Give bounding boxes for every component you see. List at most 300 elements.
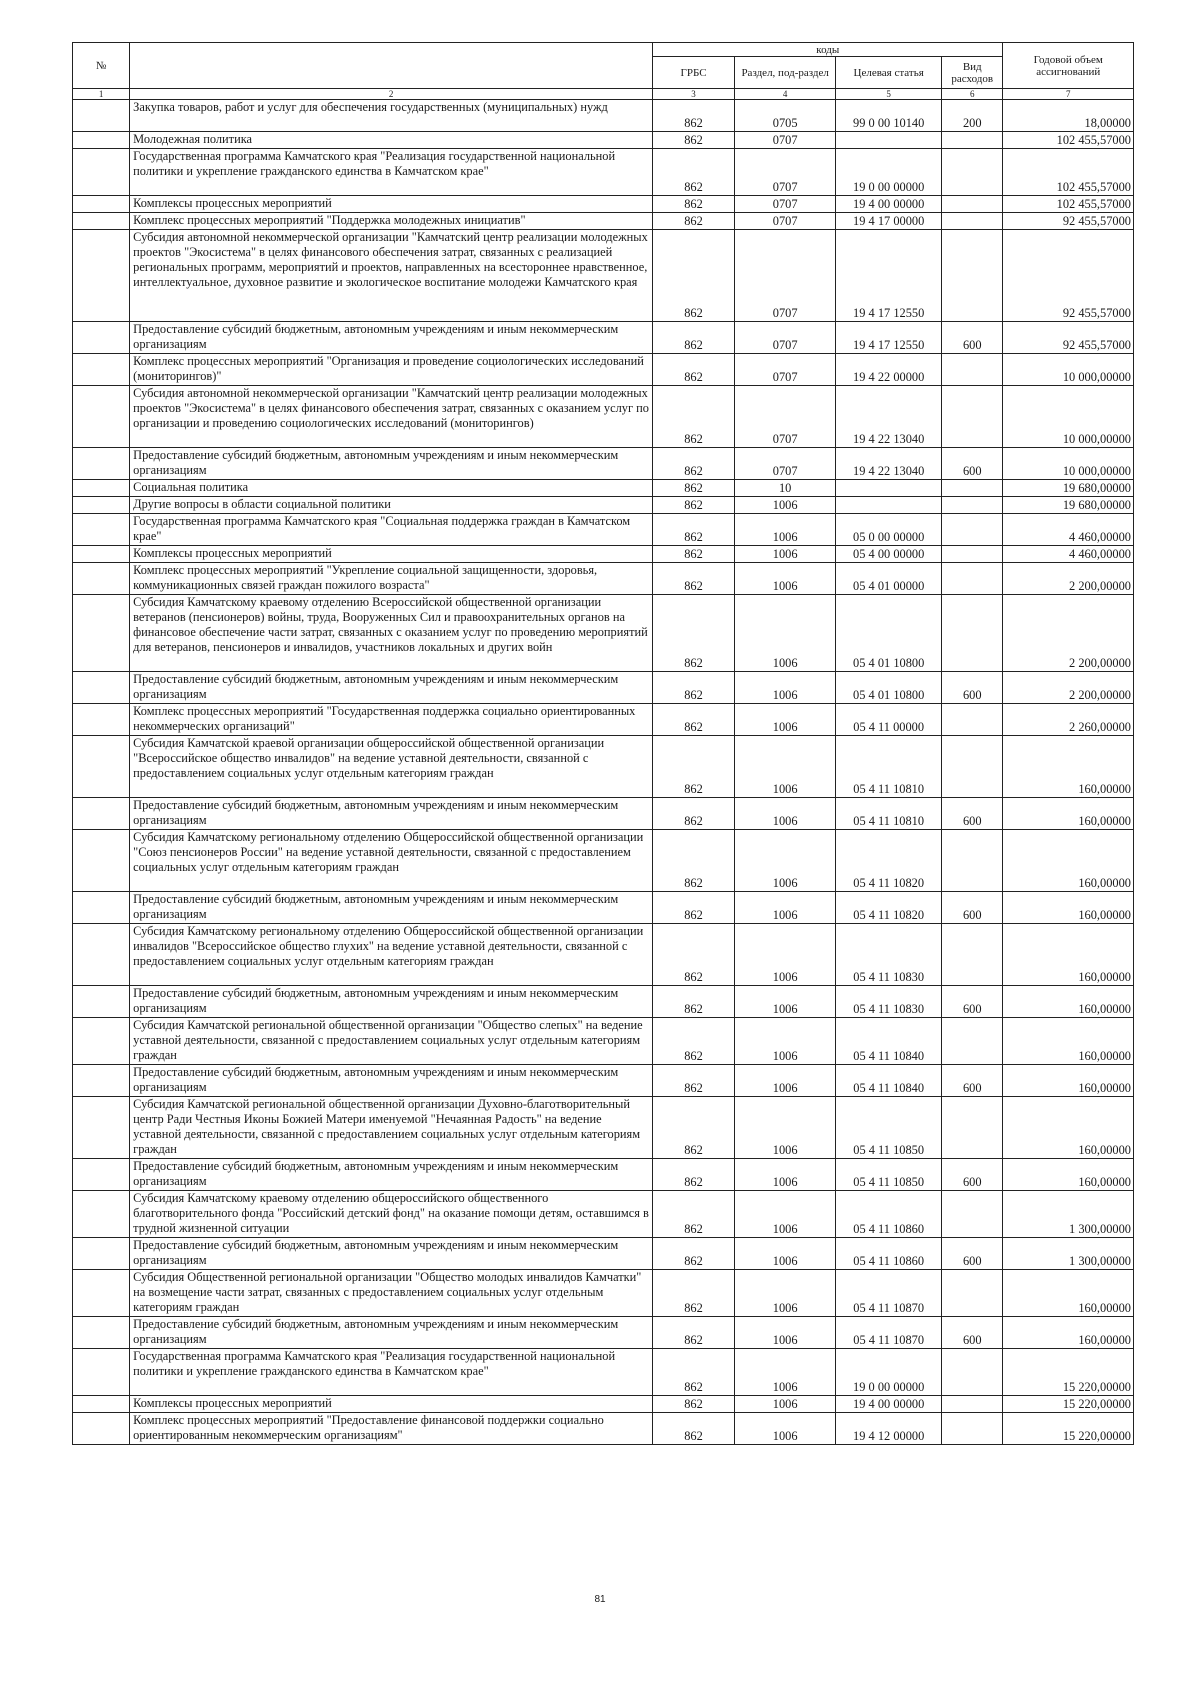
row-name-cell: Субсидия Камчатскому краевому отделению Всероссийской общественной организации ветеранов (пенсионеров) войны, труда, Вооруженных Сил и правоохранительных органов на финансовое обеспечение части затрат, связанных с оказанием услуг по проведению мероприятий для ветеранов, пенсионеров и инвалидов, участников локальных и других войн xyxy=(130,595,653,672)
header-name xyxy=(130,43,653,89)
row-expense-type-cell: 600 xyxy=(942,448,1003,480)
row-expense-type-cell xyxy=(942,149,1003,196)
row-amount-cell: 15 220,00000 xyxy=(1003,1349,1134,1396)
row-number-cell xyxy=(73,704,130,736)
row-target-article-cell: 05 4 11 10870 xyxy=(836,1317,942,1349)
row-grbs-cell: 862 xyxy=(653,546,735,563)
row-target-article-cell: 05 4 11 10840 xyxy=(836,1018,942,1065)
row-target-article-cell xyxy=(836,497,942,514)
table-row xyxy=(73,1097,1134,1159)
row-name-cell: Предоставление субсидий бюджетным, автономным учреждениям и иным некоммерческим организациям xyxy=(130,1317,653,1349)
table-row xyxy=(73,1191,1134,1238)
row-name-cell: Субсидия Камчатской краевой организации общероссийской общественной организации "Всероссийское общество инвалидов" на ведение уставной деятельности, связанной с предоставлением социальных услуг отдельным категориям граждан xyxy=(130,736,653,798)
row-expense-type-cell xyxy=(942,230,1003,322)
table-row xyxy=(73,892,1134,924)
row-name-cell: Комплексы процессных мероприятий xyxy=(130,546,653,563)
row-name-cell: Субсидия автономной некоммерческой организации "Камчатский центр реализации молодежных проектов "Экосистема" в целях финансового обеспечения затрат, связанных с оказанием услуг по организации и проведению социологических исследований (мониторингов) xyxy=(130,386,653,448)
row-target-article-cell: 19 4 17 12550 xyxy=(836,230,942,322)
row-grbs-cell: 862 xyxy=(653,1159,735,1191)
row-amount-cell: 160,00000 xyxy=(1003,798,1134,830)
row-number-cell xyxy=(73,386,130,448)
table-row xyxy=(73,546,1134,563)
row-amount-cell: 19 680,00000 xyxy=(1003,497,1134,514)
row-grbs-cell: 862 xyxy=(653,1018,735,1065)
row-target-article-cell: 19 0 00 00000 xyxy=(836,149,942,196)
row-grbs-cell: 862 xyxy=(653,1396,735,1413)
row-amount-cell: 160,00000 xyxy=(1003,1065,1134,1097)
row-target-article-cell: 05 0 00 00000 xyxy=(836,514,942,546)
row-number-cell xyxy=(73,563,130,595)
row-number-cell xyxy=(73,230,130,322)
row-target-article-cell: 05 4 11 10860 xyxy=(836,1191,942,1238)
table-row xyxy=(73,149,1134,196)
table-body xyxy=(73,100,1134,1445)
row-number-cell xyxy=(73,213,130,230)
row-section-cell: 0705 xyxy=(735,100,836,132)
row-name-cell: Закупка товаров, работ и услуг для обеспечения государственных (муниципальных) нужд xyxy=(130,100,653,132)
table-row xyxy=(73,230,1134,322)
row-name-cell: Предоставление субсидий бюджетным, автономным учреждениям и иным некоммерческим организациям xyxy=(130,1159,653,1191)
row-expense-type-cell: 200 xyxy=(942,100,1003,132)
row-target-article-cell: 05 4 11 10810 xyxy=(836,736,942,798)
row-amount-cell: 102 455,57000 xyxy=(1003,132,1134,149)
row-grbs-cell: 862 xyxy=(653,322,735,354)
row-grbs-cell: 862 xyxy=(653,1317,735,1349)
table-row xyxy=(73,924,1134,986)
row-expense-type-cell xyxy=(942,1270,1003,1317)
table-row xyxy=(73,497,1134,514)
row-amount-cell: 2 200,00000 xyxy=(1003,563,1134,595)
row-grbs-cell: 862 xyxy=(653,149,735,196)
row-grbs-cell: 862 xyxy=(653,892,735,924)
row-expense-type-cell xyxy=(942,480,1003,497)
row-expense-type-cell xyxy=(942,1097,1003,1159)
row-number-cell xyxy=(73,149,130,196)
row-expense-type-cell xyxy=(942,704,1003,736)
column-number: 5 xyxy=(836,89,942,100)
table-row xyxy=(73,213,1134,230)
row-grbs-cell: 862 xyxy=(653,595,735,672)
row-number-cell xyxy=(73,736,130,798)
row-name-cell: Другие вопросы в области социальной политики xyxy=(130,497,653,514)
row-number-cell xyxy=(73,480,130,497)
row-name-cell: Комплекс процессных мероприятий "Укрепление социальной защищенности, здоровья, коммуникационных связей граждан пожилого возраста" xyxy=(130,563,653,595)
header-expense-type: Вид расходов xyxy=(942,57,1003,89)
row-name-cell: Государственная программа Камчатского края "Реализация государственной национальной политики и укрепление гражданского единства в Камчатском крае" xyxy=(130,1349,653,1396)
row-target-article-cell: 05 4 11 10850 xyxy=(836,1159,942,1191)
row-name-cell: Предоставление субсидий бюджетным, автономным учреждениям и иным некоммерческим организациям xyxy=(130,892,653,924)
row-expense-type-cell: 600 xyxy=(942,1238,1003,1270)
row-number-cell xyxy=(73,322,130,354)
row-expense-type-cell xyxy=(942,563,1003,595)
row-target-article-cell: 19 0 00 00000 xyxy=(836,1349,942,1396)
table-header xyxy=(73,43,1134,100)
row-number-cell xyxy=(73,892,130,924)
table-row xyxy=(73,354,1134,386)
row-name-cell: Предоставление субсидий бюджетным, автономным учреждениям и иным некоммерческим организациям xyxy=(130,1065,653,1097)
row-target-article-cell: 19 4 22 00000 xyxy=(836,354,942,386)
budget-table-sheet xyxy=(72,42,1134,1445)
row-section-cell: 1006 xyxy=(735,986,836,1018)
row-target-article-cell: 05 4 11 10830 xyxy=(836,986,942,1018)
row-target-article-cell: 19 4 22 13040 xyxy=(836,386,942,448)
row-target-article-cell: 05 4 11 00000 xyxy=(836,704,942,736)
row-section-cell: 1006 xyxy=(735,830,836,892)
table-row xyxy=(73,798,1134,830)
row-grbs-cell: 862 xyxy=(653,1065,735,1097)
row-section-cell: 1006 xyxy=(735,1018,836,1065)
row-grbs-cell: 862 xyxy=(653,1270,735,1317)
row-amount-cell: 2 200,00000 xyxy=(1003,672,1134,704)
row-grbs-cell: 862 xyxy=(653,830,735,892)
budget-allocation-table xyxy=(72,42,1134,1445)
table-row xyxy=(73,386,1134,448)
row-target-article-cell: 05 4 11 10840 xyxy=(836,1065,942,1097)
row-amount-cell: 160,00000 xyxy=(1003,736,1134,798)
row-section-cell: 0707 xyxy=(735,322,836,354)
row-target-article-cell: 05 4 11 10820 xyxy=(836,830,942,892)
column-number: 2 xyxy=(130,89,653,100)
row-section-cell: 1006 xyxy=(735,1317,836,1349)
row-name-cell: Предоставление субсидий бюджетным, автономным учреждениям и иным некоммерческим организациям xyxy=(130,448,653,480)
row-amount-cell: 10 000,00000 xyxy=(1003,354,1134,386)
row-amount-cell: 160,00000 xyxy=(1003,1097,1134,1159)
row-amount-cell: 160,00000 xyxy=(1003,1317,1134,1349)
row-number-cell xyxy=(73,1097,130,1159)
row-grbs-cell: 862 xyxy=(653,448,735,480)
row-name-cell: Предоставление субсидий бюджетным, автономным учреждениям и иным некоммерческим организациям xyxy=(130,986,653,1018)
row-grbs-cell: 862 xyxy=(653,196,735,213)
row-number-cell xyxy=(73,830,130,892)
row-expense-type-cell xyxy=(942,830,1003,892)
row-amount-cell: 92 455,57000 xyxy=(1003,322,1134,354)
row-section-cell: 1006 xyxy=(735,514,836,546)
row-expense-type-cell: 600 xyxy=(942,1317,1003,1349)
row-expense-type-cell: 600 xyxy=(942,986,1003,1018)
row-name-cell: Предоставление субсидий бюджетным, автономным учреждениям и иным некоммерческим организациям xyxy=(130,322,653,354)
row-amount-cell: 160,00000 xyxy=(1003,892,1134,924)
row-number-cell xyxy=(73,1159,130,1191)
row-expense-type-cell xyxy=(942,354,1003,386)
row-expense-type-cell xyxy=(942,497,1003,514)
row-expense-type-cell: 600 xyxy=(942,1065,1003,1097)
row-expense-type-cell: 600 xyxy=(942,798,1003,830)
row-number-cell xyxy=(73,1238,130,1270)
row-amount-cell: 160,00000 xyxy=(1003,986,1134,1018)
header-grbs: ГРБС xyxy=(653,57,735,89)
table-row xyxy=(73,514,1134,546)
column-number-row xyxy=(73,89,1134,100)
row-grbs-cell: 862 xyxy=(653,563,735,595)
row-expense-type-cell xyxy=(942,196,1003,213)
row-number-cell xyxy=(73,514,130,546)
column-number: 3 xyxy=(653,89,735,100)
row-name-cell: Предоставление субсидий бюджетным, автономным учреждениям и иным некоммерческим организациям xyxy=(130,798,653,830)
table-row xyxy=(73,1065,1134,1097)
row-expense-type-cell xyxy=(942,213,1003,230)
row-grbs-cell: 862 xyxy=(653,132,735,149)
column-number: 7 xyxy=(1003,89,1134,100)
row-section-cell: 1006 xyxy=(735,736,836,798)
row-target-article-cell: 19 4 22 13040 xyxy=(836,448,942,480)
row-expense-type-cell: 600 xyxy=(942,1159,1003,1191)
row-expense-type-cell xyxy=(942,1349,1003,1396)
row-section-cell: 1006 xyxy=(735,1065,836,1097)
row-number-cell xyxy=(73,546,130,563)
table-row xyxy=(73,1317,1134,1349)
row-section-cell: 1006 xyxy=(735,1191,836,1238)
row-target-article-cell: 99 0 00 10140 xyxy=(836,100,942,132)
table-row xyxy=(73,196,1134,213)
row-expense-type-cell xyxy=(942,595,1003,672)
row-target-article-cell: 05 4 01 10800 xyxy=(836,672,942,704)
row-grbs-cell: 862 xyxy=(653,386,735,448)
row-grbs-cell: 862 xyxy=(653,1097,735,1159)
row-number-cell xyxy=(73,798,130,830)
row-section-cell: 1006 xyxy=(735,1396,836,1413)
header-codes: коды xyxy=(653,43,1003,57)
row-amount-cell: 2 260,00000 xyxy=(1003,704,1134,736)
row-grbs-cell: 862 xyxy=(653,1191,735,1238)
row-number-cell xyxy=(73,497,130,514)
row-name-cell: Социальная политика xyxy=(130,480,653,497)
row-section-cell: 1006 xyxy=(735,1238,836,1270)
row-amount-cell: 15 220,00000 xyxy=(1003,1413,1134,1445)
row-number-cell xyxy=(73,1065,130,1097)
table-row xyxy=(73,132,1134,149)
table-row xyxy=(73,100,1134,132)
row-grbs-cell: 862 xyxy=(653,230,735,322)
row-expense-type-cell xyxy=(942,546,1003,563)
row-number-cell xyxy=(73,196,130,213)
header-section: Раздел, под-раздел xyxy=(735,57,836,89)
row-target-article-cell: 05 4 01 00000 xyxy=(836,563,942,595)
table-row xyxy=(73,563,1134,595)
row-section-cell: 1006 xyxy=(735,704,836,736)
row-target-article-cell: 05 4 11 10850 xyxy=(836,1097,942,1159)
row-section-cell: 0707 xyxy=(735,354,836,386)
row-name-cell: Государственная программа Камчатского края "Социальная поддержка граждан в Камчатском крае" xyxy=(130,514,653,546)
table-row xyxy=(73,1018,1134,1065)
table-row xyxy=(73,1413,1134,1445)
row-amount-cell: 160,00000 xyxy=(1003,1270,1134,1317)
row-grbs-cell: 862 xyxy=(653,986,735,1018)
row-section-cell: 1006 xyxy=(735,546,836,563)
table-row xyxy=(73,1159,1134,1191)
row-amount-cell: 15 220,00000 xyxy=(1003,1396,1134,1413)
row-name-cell: Молодежная политика xyxy=(130,132,653,149)
row-section-cell: 1006 xyxy=(735,672,836,704)
row-amount-cell: 10 000,00000 xyxy=(1003,386,1134,448)
row-name-cell: Комплекс процессных мероприятий "Предоставление финансовой поддержки социально ориентированным некоммерческим организациям" xyxy=(130,1413,653,1445)
row-name-cell: Предоставление субсидий бюджетным, автономным учреждениям и иным некоммерческим организациям xyxy=(130,1238,653,1270)
row-expense-type-cell: 600 xyxy=(942,892,1003,924)
row-amount-cell: 92 455,57000 xyxy=(1003,230,1134,322)
row-name-cell: Субсидия Общественной региональной организации "Общество молодых инвалидов Камчатки" на возмещение части затрат, связанных с предоставлением социальных услуг отдельным категориям граждан xyxy=(130,1270,653,1317)
row-number-cell xyxy=(73,448,130,480)
row-grbs-cell: 862 xyxy=(653,704,735,736)
row-name-cell: Комплексы процессных мероприятий xyxy=(130,1396,653,1413)
table-row xyxy=(73,322,1134,354)
table-row xyxy=(73,736,1134,798)
row-amount-cell: 160,00000 xyxy=(1003,1159,1134,1191)
row-grbs-cell: 862 xyxy=(653,798,735,830)
table-row xyxy=(73,704,1134,736)
row-expense-type-cell: 600 xyxy=(942,322,1003,354)
row-amount-cell: 1 300,00000 xyxy=(1003,1238,1134,1270)
row-amount-cell: 18,00000 xyxy=(1003,100,1134,132)
row-number-cell xyxy=(73,924,130,986)
row-target-article-cell: 05 4 11 10810 xyxy=(836,798,942,830)
row-expense-type-cell xyxy=(942,386,1003,448)
row-grbs-cell: 862 xyxy=(653,514,735,546)
row-section-cell: 0707 xyxy=(735,196,836,213)
row-target-article-cell: 05 4 11 10830 xyxy=(836,924,942,986)
column-number: 1 xyxy=(73,89,130,100)
row-expense-type-cell xyxy=(942,1018,1003,1065)
row-target-article-cell xyxy=(836,132,942,149)
row-amount-cell: 4 460,00000 xyxy=(1003,514,1134,546)
row-amount-cell: 160,00000 xyxy=(1003,924,1134,986)
row-number-cell xyxy=(73,1317,130,1349)
row-name-cell: Субсидия Камчатской региональной общественной организации "Общество слепых" на ведение уставной деятельности, связанной с предоставлением социальных услуг отдельным категориям граждан xyxy=(130,1018,653,1065)
row-expense-type-cell xyxy=(942,1191,1003,1238)
row-expense-type-cell xyxy=(942,514,1003,546)
row-section-cell: 0707 xyxy=(735,448,836,480)
row-grbs-cell: 862 xyxy=(653,100,735,132)
row-name-cell: Субсидия автономной некоммерческой организации "Камчатский центр реализации молодежных проектов "Экосистема" в целях финансового обеспечения затрат, связанных с реализацией региональных программ, мероприятий и проектов, направленных на всестороннее нравственное, интеллектуальное, духовное развитие и экологическое воспитание молодежи Камчатского края xyxy=(130,230,653,322)
row-grbs-cell: 862 xyxy=(653,924,735,986)
row-amount-cell: 160,00000 xyxy=(1003,1018,1134,1065)
row-grbs-cell: 862 xyxy=(653,672,735,704)
row-number-cell xyxy=(73,1349,130,1396)
table-row xyxy=(73,986,1134,1018)
row-amount-cell: 4 460,00000 xyxy=(1003,546,1134,563)
row-target-article-cell: 19 4 12 00000 xyxy=(836,1413,942,1445)
row-name-cell: Субсидия Камчатскому региональному отделению Общероссийской общественной организации инвалидов "Всероссийское общество глухих" на ведение уставной деятельности, связанной с предоставлением социальных услуг отдельным категориям граждан xyxy=(130,924,653,986)
row-target-article-cell: 19 4 17 12550 xyxy=(836,322,942,354)
row-grbs-cell: 862 xyxy=(653,1413,735,1445)
row-target-article-cell: 05 4 00 00000 xyxy=(836,546,942,563)
row-section-cell: 1006 xyxy=(735,497,836,514)
header-annual-volume: Годовой объем ассигнований xyxy=(1003,43,1134,89)
row-grbs-cell: 862 xyxy=(653,1238,735,1270)
row-number-cell xyxy=(73,100,130,132)
column-number: 6 xyxy=(942,89,1003,100)
table-row xyxy=(73,830,1134,892)
row-number-cell xyxy=(73,1018,130,1065)
row-amount-cell: 102 455,57000 xyxy=(1003,149,1134,196)
table-row xyxy=(73,480,1134,497)
row-name-cell: Комплекс процессных мероприятий "Поддержка молодежных инициатив" xyxy=(130,213,653,230)
table-row xyxy=(73,448,1134,480)
row-expense-type-cell: 600 xyxy=(942,672,1003,704)
row-target-article-cell: 05 4 01 10800 xyxy=(836,595,942,672)
row-name-cell: Предоставление субсидий бюджетным, автономным учреждениям и иным некоммерческим организациям xyxy=(130,672,653,704)
row-number-cell xyxy=(73,1413,130,1445)
row-expense-type-cell xyxy=(942,132,1003,149)
row-target-article-cell: 19 4 00 00000 xyxy=(836,1396,942,1413)
table-row xyxy=(73,1396,1134,1413)
column-number: 4 xyxy=(735,89,836,100)
row-amount-cell: 1 300,00000 xyxy=(1003,1191,1134,1238)
row-number-cell xyxy=(73,595,130,672)
row-section-cell: 1006 xyxy=(735,1270,836,1317)
row-grbs-cell: 862 xyxy=(653,497,735,514)
row-target-article-cell: 19 4 17 00000 xyxy=(836,213,942,230)
row-name-cell: Комплекс процессных мероприятий "Организация и проведение социологических исследований (мониторингов)" xyxy=(130,354,653,386)
row-section-cell: 1006 xyxy=(735,1159,836,1191)
table-row xyxy=(73,595,1134,672)
row-expense-type-cell xyxy=(942,924,1003,986)
row-amount-cell: 160,00000 xyxy=(1003,830,1134,892)
table-row xyxy=(73,1270,1134,1317)
row-section-cell: 10 xyxy=(735,480,836,497)
row-name-cell: Государственная программа Камчатского края "Реализация государственной национальной политики и укрепление гражданского единства в Камчатском крае" xyxy=(130,149,653,196)
table-row xyxy=(73,672,1134,704)
table-row xyxy=(73,1349,1134,1396)
row-amount-cell: 10 000,00000 xyxy=(1003,448,1134,480)
row-grbs-cell: 862 xyxy=(653,480,735,497)
row-grbs-cell: 862 xyxy=(653,736,735,798)
row-grbs-cell: 862 xyxy=(653,354,735,386)
row-section-cell: 1006 xyxy=(735,892,836,924)
row-expense-type-cell xyxy=(942,1413,1003,1445)
row-grbs-cell: 862 xyxy=(653,1349,735,1396)
row-section-cell: 1006 xyxy=(735,1413,836,1445)
row-amount-cell: 19 680,00000 xyxy=(1003,480,1134,497)
row-target-article-cell xyxy=(836,480,942,497)
row-amount-cell: 102 455,57000 xyxy=(1003,196,1134,213)
row-section-cell: 0707 xyxy=(735,149,836,196)
row-number-cell xyxy=(73,1191,130,1238)
row-section-cell: 1006 xyxy=(735,563,836,595)
table-row xyxy=(73,1238,1134,1270)
row-target-article-cell: 19 4 00 00000 xyxy=(836,196,942,213)
row-number-cell xyxy=(73,986,130,1018)
row-section-cell: 1006 xyxy=(735,798,836,830)
row-section-cell: 0707 xyxy=(735,132,836,149)
row-number-cell xyxy=(73,132,130,149)
row-name-cell: Субсидия Камчатскому краевому отделению общероссийского общественного благотворительного фонда "Российский детский фонд" на оказание помощи детям, оставшимся в трудной жизненной ситуации xyxy=(130,1191,653,1238)
row-name-cell: Субсидия Камчатскому региональному отделению Общероссийской общественной организации "Союз пенсионеров России" на ведение уставной деятельности, связанной с предоставлением социальных услуг отдельным категориям граждан xyxy=(130,830,653,892)
row-number-cell xyxy=(73,672,130,704)
row-section-cell: 1006 xyxy=(735,1349,836,1396)
row-target-article-cell: 05 4 11 10820 xyxy=(836,892,942,924)
header-number: № xyxy=(73,43,130,89)
row-section-cell: 1006 xyxy=(735,924,836,986)
row-section-cell: 1006 xyxy=(735,595,836,672)
row-target-article-cell: 05 4 11 10860 xyxy=(836,1238,942,1270)
row-section-cell: 0707 xyxy=(735,386,836,448)
row-section-cell: 0707 xyxy=(735,213,836,230)
row-expense-type-cell xyxy=(942,736,1003,798)
row-expense-type-cell xyxy=(942,1396,1003,1413)
page-number: 81 xyxy=(594,1594,606,1605)
row-target-article-cell: 05 4 11 10870 xyxy=(836,1270,942,1317)
row-name-cell: Комплекс процессных мероприятий "Государственная поддержка социально ориентированных некоммерческих организаций" xyxy=(130,704,653,736)
row-number-cell xyxy=(73,1270,130,1317)
header-target-article: Целевая статья xyxy=(836,57,942,89)
row-number-cell xyxy=(73,1396,130,1413)
row-grbs-cell: 862 xyxy=(653,213,735,230)
row-section-cell: 1006 xyxy=(735,1097,836,1159)
row-number-cell xyxy=(73,354,130,386)
row-amount-cell: 2 200,00000 xyxy=(1003,595,1134,672)
row-amount-cell: 92 455,57000 xyxy=(1003,213,1134,230)
row-name-cell: Субсидия Камчатской региональной общественной организации Духовно-благотворительный центр Ради Честныя Иконы Божией Матери именуемой "Нечаянная Радость" на ведение уставной деятельности, связанной с предоставлением социальных услуг отдельным категориям граждан xyxy=(130,1097,653,1159)
row-section-cell: 0707 xyxy=(735,230,836,322)
